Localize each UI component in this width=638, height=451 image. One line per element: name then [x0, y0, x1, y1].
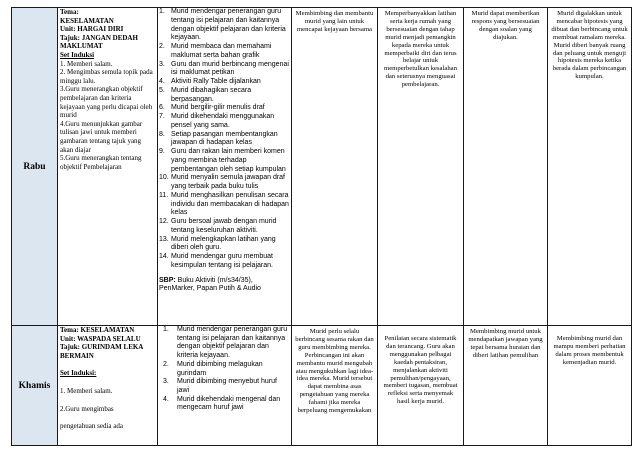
steps-list [163, 326, 289, 413]
induksi-item: 4.Guru menunjukkan gambar tulisan jawi untuk memberi gambaran tentang tajuk yang akan diajar [60, 119, 143, 154]
table-row-rabu [12, 8, 632, 326]
induksi-item: 3.Guru menerangkan objektif pembelajaran dan kriteria kejayaan yang perlu dicapai oleh murid [60, 85, 153, 120]
table-row-khamis [12, 326, 632, 446]
list-item: 6. Murid bergilir-gilir menulis draf [159, 104, 265, 112]
col4-cell: Membimbing dan membantu murid yang lain untuk mencapai kejayaan bersama [292, 8, 378, 326]
sbp-note: SBP: Buku Aktiviti (m/s34/35), PenMarker, Papan Putih & Audio [159, 276, 261, 293]
lesson-plan-table [11, 7, 632, 446]
list-item: 3. Murid dibimbing menyebut huruf jawi [163, 378, 277, 394]
induksi-item: pengetahuan sedia ada [60, 422, 123, 431]
unit-title: Unit: HARGAI DIRI [60, 25, 124, 34]
col5-cell: Memperbanyakkan latihan serta kerja rumah yang bersesuaian dengan tahap murid menjadi pemangkin kepada mereka untuk memperbaiki diri dan terus belajar untuk memperbetulkan kesalahan dan seterusnya menguasai pembelajaran. [378, 8, 464, 326]
col6-cell: Membimbing murid untuk mendapatkan jawapan yang tepat bersama huraian dan diberi latihan pemulihan [464, 326, 548, 446]
col6-cell: Murid dapat memberikan respons yang bersesuaian dengan soalan yang diajukan. [464, 8, 548, 326]
day-cell: Rabu [12, 8, 58, 326]
induksi-item: 1. Memberi salam. [60, 386, 113, 395]
induksi-item: 2.Guru mengimbas [60, 404, 114, 413]
list-item: 2. Murid dibimbing melagukan gurindam [163, 360, 263, 377]
list-item: 11. Murid menghasilkan penulisan secara individu dan membacakan di hadapan kelas [159, 191, 289, 217]
list-item: 3. Guru dan murid berbincang mengenai isi maklumat petikan [159, 60, 289, 77]
list-item: 12. Guru bersoal jawab dengan murid tentang keseluruhan aktiviti. [159, 218, 277, 234]
col7-cell: Membimbing murid dan mampu memberi perhatian dalam proses membentuk kemenjadian murid. [548, 326, 632, 446]
tema-cell [58, 8, 158, 326]
list-item: 9. Guru dan rakan lain memberi komen yang membina terhadap pembentangan oleh setiap kumpulan [159, 148, 286, 173]
tajuk-title: Tajuk: JANGAN DEDAH MAKLUMAT [60, 33, 138, 51]
set-induksi-label: Set Induksi [60, 50, 95, 59]
steps-cell [158, 326, 292, 446]
steps-cell [158, 8, 292, 326]
tema-label: Tema: [60, 8, 79, 16]
list-item: 2. Murid membaca dan memahami maklumat serta bahan grafik [159, 43, 272, 59]
list-item: 7. Murid dikehendaki menggunakan pensel yang sama. [159, 113, 275, 129]
list-item: 4. Aktiviti Rally Table dijalankan [159, 78, 261, 85]
list-item: 14. Murid mendengar guru membuat kesimpulan tentang isi pelajaran. [159, 253, 273, 269]
list-item: 4. Murid dikehendaki mengenal dan mengecam huruf jawi [163, 395, 281, 412]
list-item: 8. Setiap pasangan membentangkan jawapan di hadapan kelas [159, 130, 278, 147]
induksi-item: 5.Guru menerangkan tentang objektif Pembelajaran [60, 154, 142, 171]
list-item: 13. Murid melengkapkan latihan yang diberi oleh guru. [159, 235, 276, 252]
induksi-item: 1. Memberi salam. [60, 59, 113, 68]
list-item: 5. Murid dibahagikan secara berpasangan. [159, 86, 252, 103]
col7-cell: Murid digalakkan untuk mencabar hipotesis yang dibuat dan berbincang untuk membuat ramalam mereka. Murid diberi banyak ruang dan peluang untuk menguji hipotesis mereka ketika berada dalam perbincangan kumpulan. [548, 8, 632, 326]
unit-title: Unit: WASPADA SELALU [60, 334, 141, 343]
day-cell: Khamis [12, 326, 58, 446]
tajuk-title: Tajuk: GURINDAM LEKA BERMAIN [60, 343, 143, 360]
tema-title: KESELAMATAN [60, 16, 114, 25]
induksi-item: 2. Mengimbas semula topik pada minggu lalu. [60, 68, 153, 85]
list-item: 1. Murid mendengar penerangan guru tentang isi pelajaran dan kaitannya dengan objektif pelajaran dan kriteria kejayaan. [159, 8, 286, 42]
tema-title: Tema: KESELAMATAN [60, 326, 135, 334]
list-item: 10. Murid menyalin semula jawapan draf yang terbaik pada buku tulis [159, 174, 285, 190]
list-item: 1. Murid mendengar penerangan guru tentang isi pelajaran dan kaitannya dengan objektif pelajaran dan kriteria kejayaan. [163, 326, 288, 360]
tema-cell [58, 326, 158, 446]
col5-cell: Penilaian secara sistematik dan terancang. Guru akan menggunakan pelbagai kaedah pentaksiran, menjalankan aktiviti pemulihan/pengayaan, memberi tugasan, membuat refleksi serta menyemak hasil kerja murid. [378, 326, 464, 446]
set-induksi-label: Set Induksi: [60, 369, 97, 378]
col4-cell: Murid perlu selalu berbincang sesama rakan dan guru membimbing mereka. Perbincangan ini akan membantu murid mengubah atau mengukuhkan lagi idea-idea mereka. Murid tersebut dapat membina asas pengetahuan yang mereka fahami jika mereka berpeluang mengemukakan [292, 326, 378, 446]
steps-list [159, 8, 289, 271]
